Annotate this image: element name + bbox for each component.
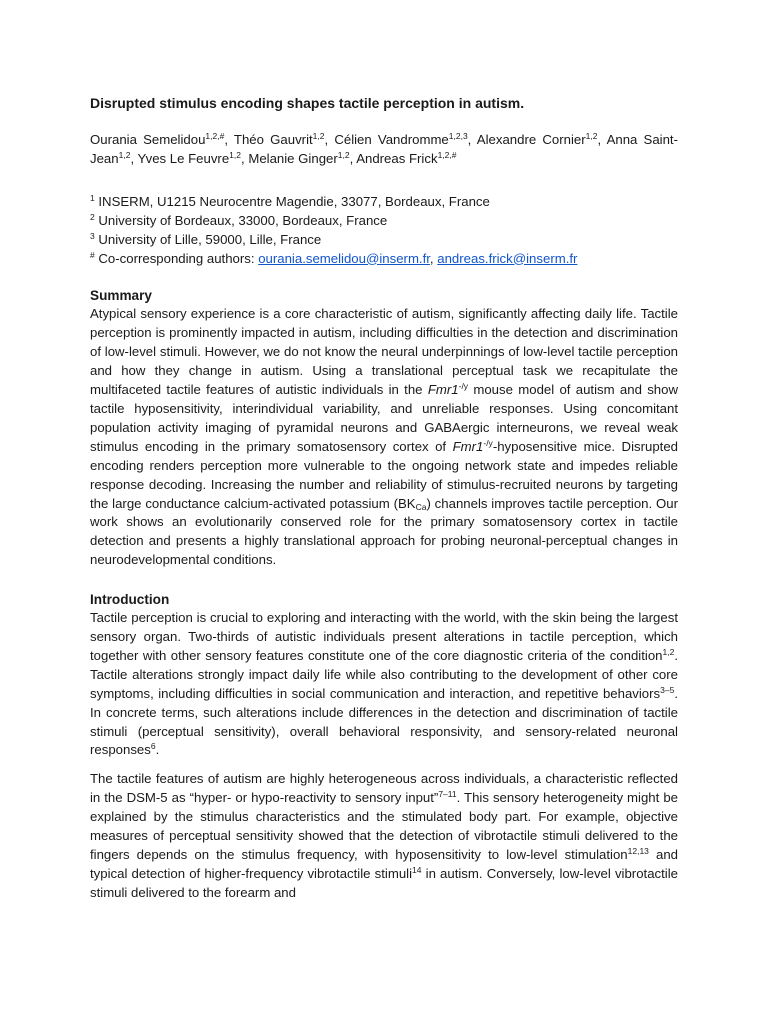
bk-subscript: Ca — [415, 501, 427, 512]
author-name: Alexandre Cornier — [476, 132, 586, 147]
intro-text-part: . In concrete terms, such alterations include differences in the detection and discrimination of tactile stimuli (perceptual sensitivity), overall behavioral responsivity, and sensory-related neuronal responses — [90, 685, 678, 758]
affiliation-text: University of Lille, 59000, Lille, France — [94, 231, 322, 247]
affiliation-item — [90, 212, 678, 231]
summary-text-part: Atypical sensory experience is a core characteristic of autism, significantly affecting daily life. Tactile perception is prominently impacted in autism, including difficulties in the detection and discrimination of low-level stimuli. However, we do not know the neural underpinnings of low-level tactile perception and how they change in autism. Using a translational perceptual task we recapitulate the multifaceted tactile features of autistic individuals in the — [90, 306, 678, 398]
intro-text-part: Tactile perception is crucial to exploring and interacting with the world, with the skin being the largest sensory organ. Two-thirds of autistic individuals present alterations in tactile perception, which together with other sensory features constitute one of the core diagnostic criteria of the condition — [90, 610, 678, 663]
author-name: Anna Saint-Jean — [90, 132, 678, 166]
author-affil-mark: 1,2 — [585, 131, 598, 141]
author-name: Théo Gauvrit — [233, 132, 313, 147]
genotype-mark: -/y — [483, 437, 493, 448]
author-affil-mark: 1,2,# — [205, 131, 225, 141]
citation-ref: 6 — [150, 741, 156, 752]
author-list: Ourania Semelidou$^{1,2,\#}$, Théo Gauvrit$^{1,2}$, Célien Vandromme$^{1,2,3}$, Alexandre Cornier$^{1,2}$, Anna Saint-Jean$^{1,2}$, Yves Le Feuvre$^{1,2}$, Melanie Ginger$^{1,2}$, Andreas Frick$^{1,2,\#}$ — [90, 131, 678, 166]
email-separator: , — [429, 250, 438, 266]
paper-title: Disrupted stimulus encoding shapes tactile perception in autism. — [90, 95, 525, 111]
genotype-mark: -/y — [458, 381, 469, 392]
citation-ref: 7–11 — [438, 789, 457, 800]
author-affil-mark: 1,2 — [312, 131, 325, 141]
affiliation-mark: 3 — [90, 230, 95, 241]
summary-text-part: -hyposensitive mice. Disrupted encoding renders perception more vulnerable to the ongoing network state and impedes reliable response decoding. Increasing the number and reliability of stimulus-recruited neurons by targeting the large conductance calcium-activated potassium (BK — [90, 438, 679, 511]
summary-section — [90, 286, 678, 570]
introduction-paragraph-1 — [90, 609, 678, 760]
affiliation-text: University of Bordeaux, 33000, Bordeaux, France — [94, 212, 388, 228]
author-name: Melanie Ginger — [248, 150, 338, 166]
summary-text-part: ) channels improves tactile perception. Our work shows an evolutionarily conserved role for the primary somatosensory cortex in tactile detection and presents a highly translational approach for probing neuronal-perceptual changes in neurodevelopmental conditions. — [90, 495, 678, 568]
author-affil-mark: 1,2,# — [437, 149, 457, 160]
email-link-semelidou[interactable]: ourania.semelidou@inserm.fr — [258, 250, 430, 266]
affiliation-item — [90, 231, 678, 250]
email-link-frick[interactable]: andreas.frick@inserm.fr — [437, 250, 578, 266]
author-name: Yves Le Feuvre — [137, 150, 230, 166]
author-affil-mark: 1,2 — [337, 149, 350, 160]
citation-ref: 3–5 — [660, 684, 675, 695]
author-affil-mark: 1,2 — [118, 149, 131, 160]
author-name: Ourania Semelidou — [90, 132, 206, 147]
author-name: Andreas Frick — [356, 150, 438, 166]
intro-text-part: . Tactile alterations strongly impact daily life while also contributing to the development of other core symptoms, including difficulties in social communication and interaction, and repetitive behaviors — [90, 647, 678, 701]
intro-text-part: and typical detection of higher-frequency vibrotactile stimuli — [90, 847, 679, 881]
introduction-paragraph-2 — [90, 770, 678, 902]
gene-name: Fmr1 — [452, 438, 484, 454]
introduction-heading: Introduction — [90, 592, 170, 608]
intro-text-part: The tactile features of autism are highly heterogeneous across individuals, a characteristic reflected in the DSM-5 as “hyper- or hypo-reactivity to sensory input” — [90, 771, 678, 806]
introduction-section — [90, 590, 678, 903]
affiliation-text: INSERM, U1215 Neurocentre Magendie, 33077, Bordeaux, France — [94, 193, 490, 209]
intro-text-part: in autism. Conversely, low-level vibrotactile stimuli delivered to the forearm and — [90, 865, 678, 900]
author-affil-mark: 1,2 — [229, 149, 241, 160]
summary-paragraph — [90, 305, 678, 570]
corresponding-mark: # — [90, 249, 95, 260]
citation-ref: 12,13 — [627, 846, 649, 856]
affiliation-mark: 2 — [90, 211, 95, 222]
paper-page — [90, 94, 678, 923]
author-affil-mark: 1,2,3 — [448, 131, 468, 141]
citation-ref: 14 — [412, 864, 422, 875]
affiliation-item — [90, 193, 678, 212]
affiliation-mark: 1 — [90, 192, 95, 203]
citation-ref: 1,2 — [662, 646, 675, 657]
summary-text-part: mouse model of autism and show tactile hyposensitivity, interindividual variability, and unreliable responses. Using concomitant population activity imaging of pyramidal neurons and GABAergic interneurons, we reveal weak stimulus encoding in the primary somatosensory cortex of — [90, 382, 678, 454]
author-name: Célien Vandromme — [334, 132, 449, 147]
intro-text-part: . This sensory heterogeneity might be explained by the stimulus characteristics and the stimulated body part. For example, objective measures of perceptual sensitivity showed that the detection of vibrotactile stimuli delivered to the fingers depends on the stimulus frequency, with hyposensitivity to low-level stimulation — [90, 790, 678, 862]
corresponding-label: Co-corresponding authors: — [94, 250, 259, 266]
summary-heading: Summary — [90, 288, 152, 304]
affiliation-list — [90, 193, 678, 269]
gene-name: Fmr1 — [427, 382, 459, 398]
corresponding-authors — [90, 250, 678, 269]
intro-text-part: . — [155, 742, 160, 758]
